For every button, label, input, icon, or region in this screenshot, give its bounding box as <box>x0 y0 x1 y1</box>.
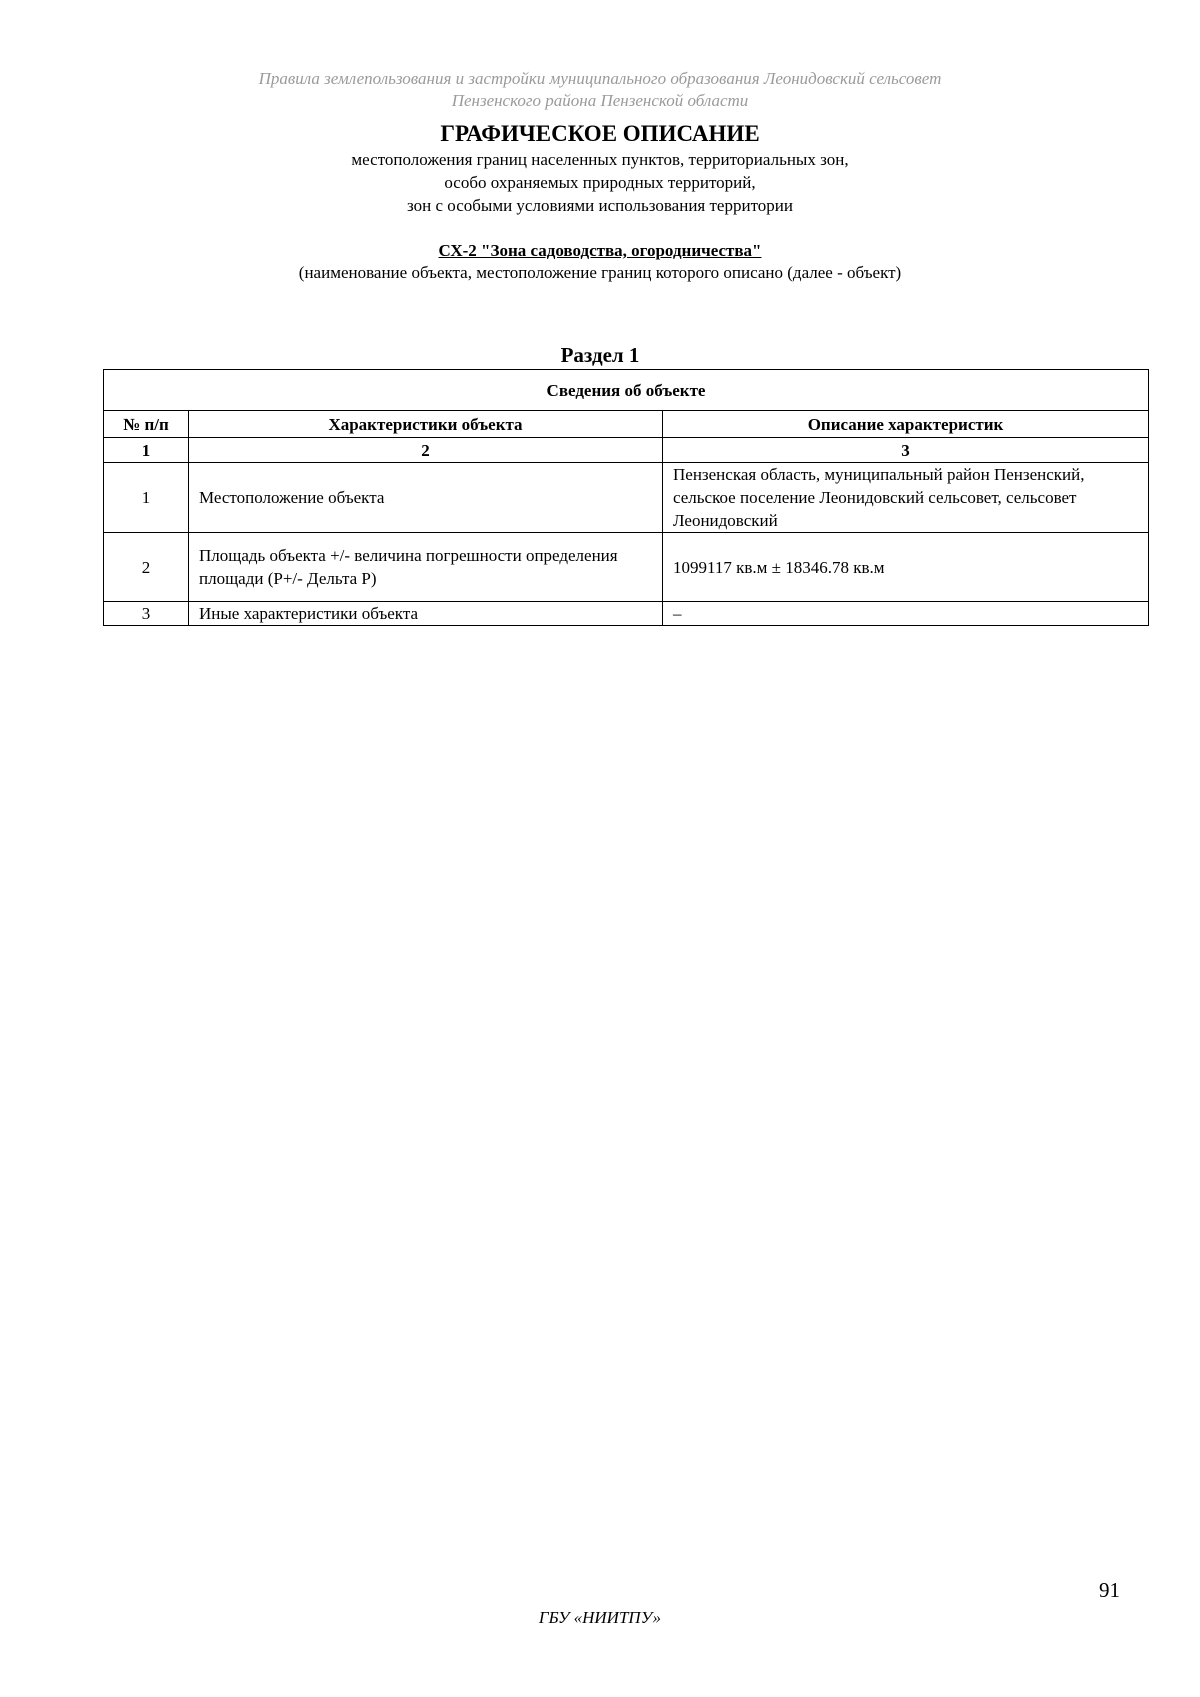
row-description: 1099117 кв.м ± 18346.78 кв.м <box>663 533 1149 602</box>
row-number: 1 <box>104 463 189 533</box>
object-info-table <box>103 369 1149 626</box>
column-number-1: 1 <box>104 438 189 463</box>
table-header-row <box>104 411 1149 438</box>
running-header <box>0 68 1200 112</box>
running-header-line-1: Правила землепользования и застройки муниципального образования Леонидовский сельсовет <box>258 69 942 88</box>
page-footer: ГБУ «НИИТПУ» <box>538 1608 662 1627</box>
table-row <box>104 533 1149 602</box>
subtitle-line-3: зон с особыми условиями использования территории <box>407 196 793 215</box>
subtitle-line-2: особо охраняемых природных территорий, <box>444 173 756 192</box>
row-description: Пензенская область, муниципальный район Пензенский, сельское поселение Леонидовский сельсовет, сельсовет Леонидовский <box>663 463 1149 533</box>
table-row <box>104 602 1149 626</box>
subtitle-line-1: местоположения границ населенных пунктов, территориальных зон, <box>351 150 849 169</box>
row-characteristic: Иные характеристики объекта <box>189 602 663 626</box>
object-name: СХ-2 "Зона садоводства, огородничества" <box>438 241 762 260</box>
row-number: 3 <box>104 602 189 626</box>
table-caption-row <box>104 370 1149 411</box>
column-header-number: № п/п <box>104 411 189 438</box>
row-characteristic: Местоположение объекта <box>189 463 663 533</box>
page-number: 91 <box>1099 1578 1120 1602</box>
column-number-row <box>104 438 1149 463</box>
table-row <box>104 463 1149 533</box>
object-name-caption: (наименование объекта, местоположение границ которого описано (далее - объект) <box>298 263 902 282</box>
row-characteristic: Площадь объекта +/- величина погрешности определения площади (Р+/- Дельта Р) <box>189 533 663 602</box>
column-number-3: 3 <box>663 438 1149 463</box>
column-header-description: Описание характеристик <box>663 411 1149 438</box>
row-description: – <box>663 602 1149 626</box>
document-subtitle <box>0 148 1200 217</box>
running-header-line-2: Пензенского района Пензенской области <box>451 91 749 110</box>
row-number: 2 <box>104 533 189 602</box>
section-title: Раздел 1 <box>560 343 640 367</box>
document-title: ГРАФИЧЕСКОЕ ОПИСАНИЕ <box>440 121 760 146</box>
column-header-characteristic: Характеристики объекта <box>189 411 663 438</box>
table-caption: Сведения об объекте <box>104 370 1149 411</box>
column-number-2: 2 <box>189 438 663 463</box>
